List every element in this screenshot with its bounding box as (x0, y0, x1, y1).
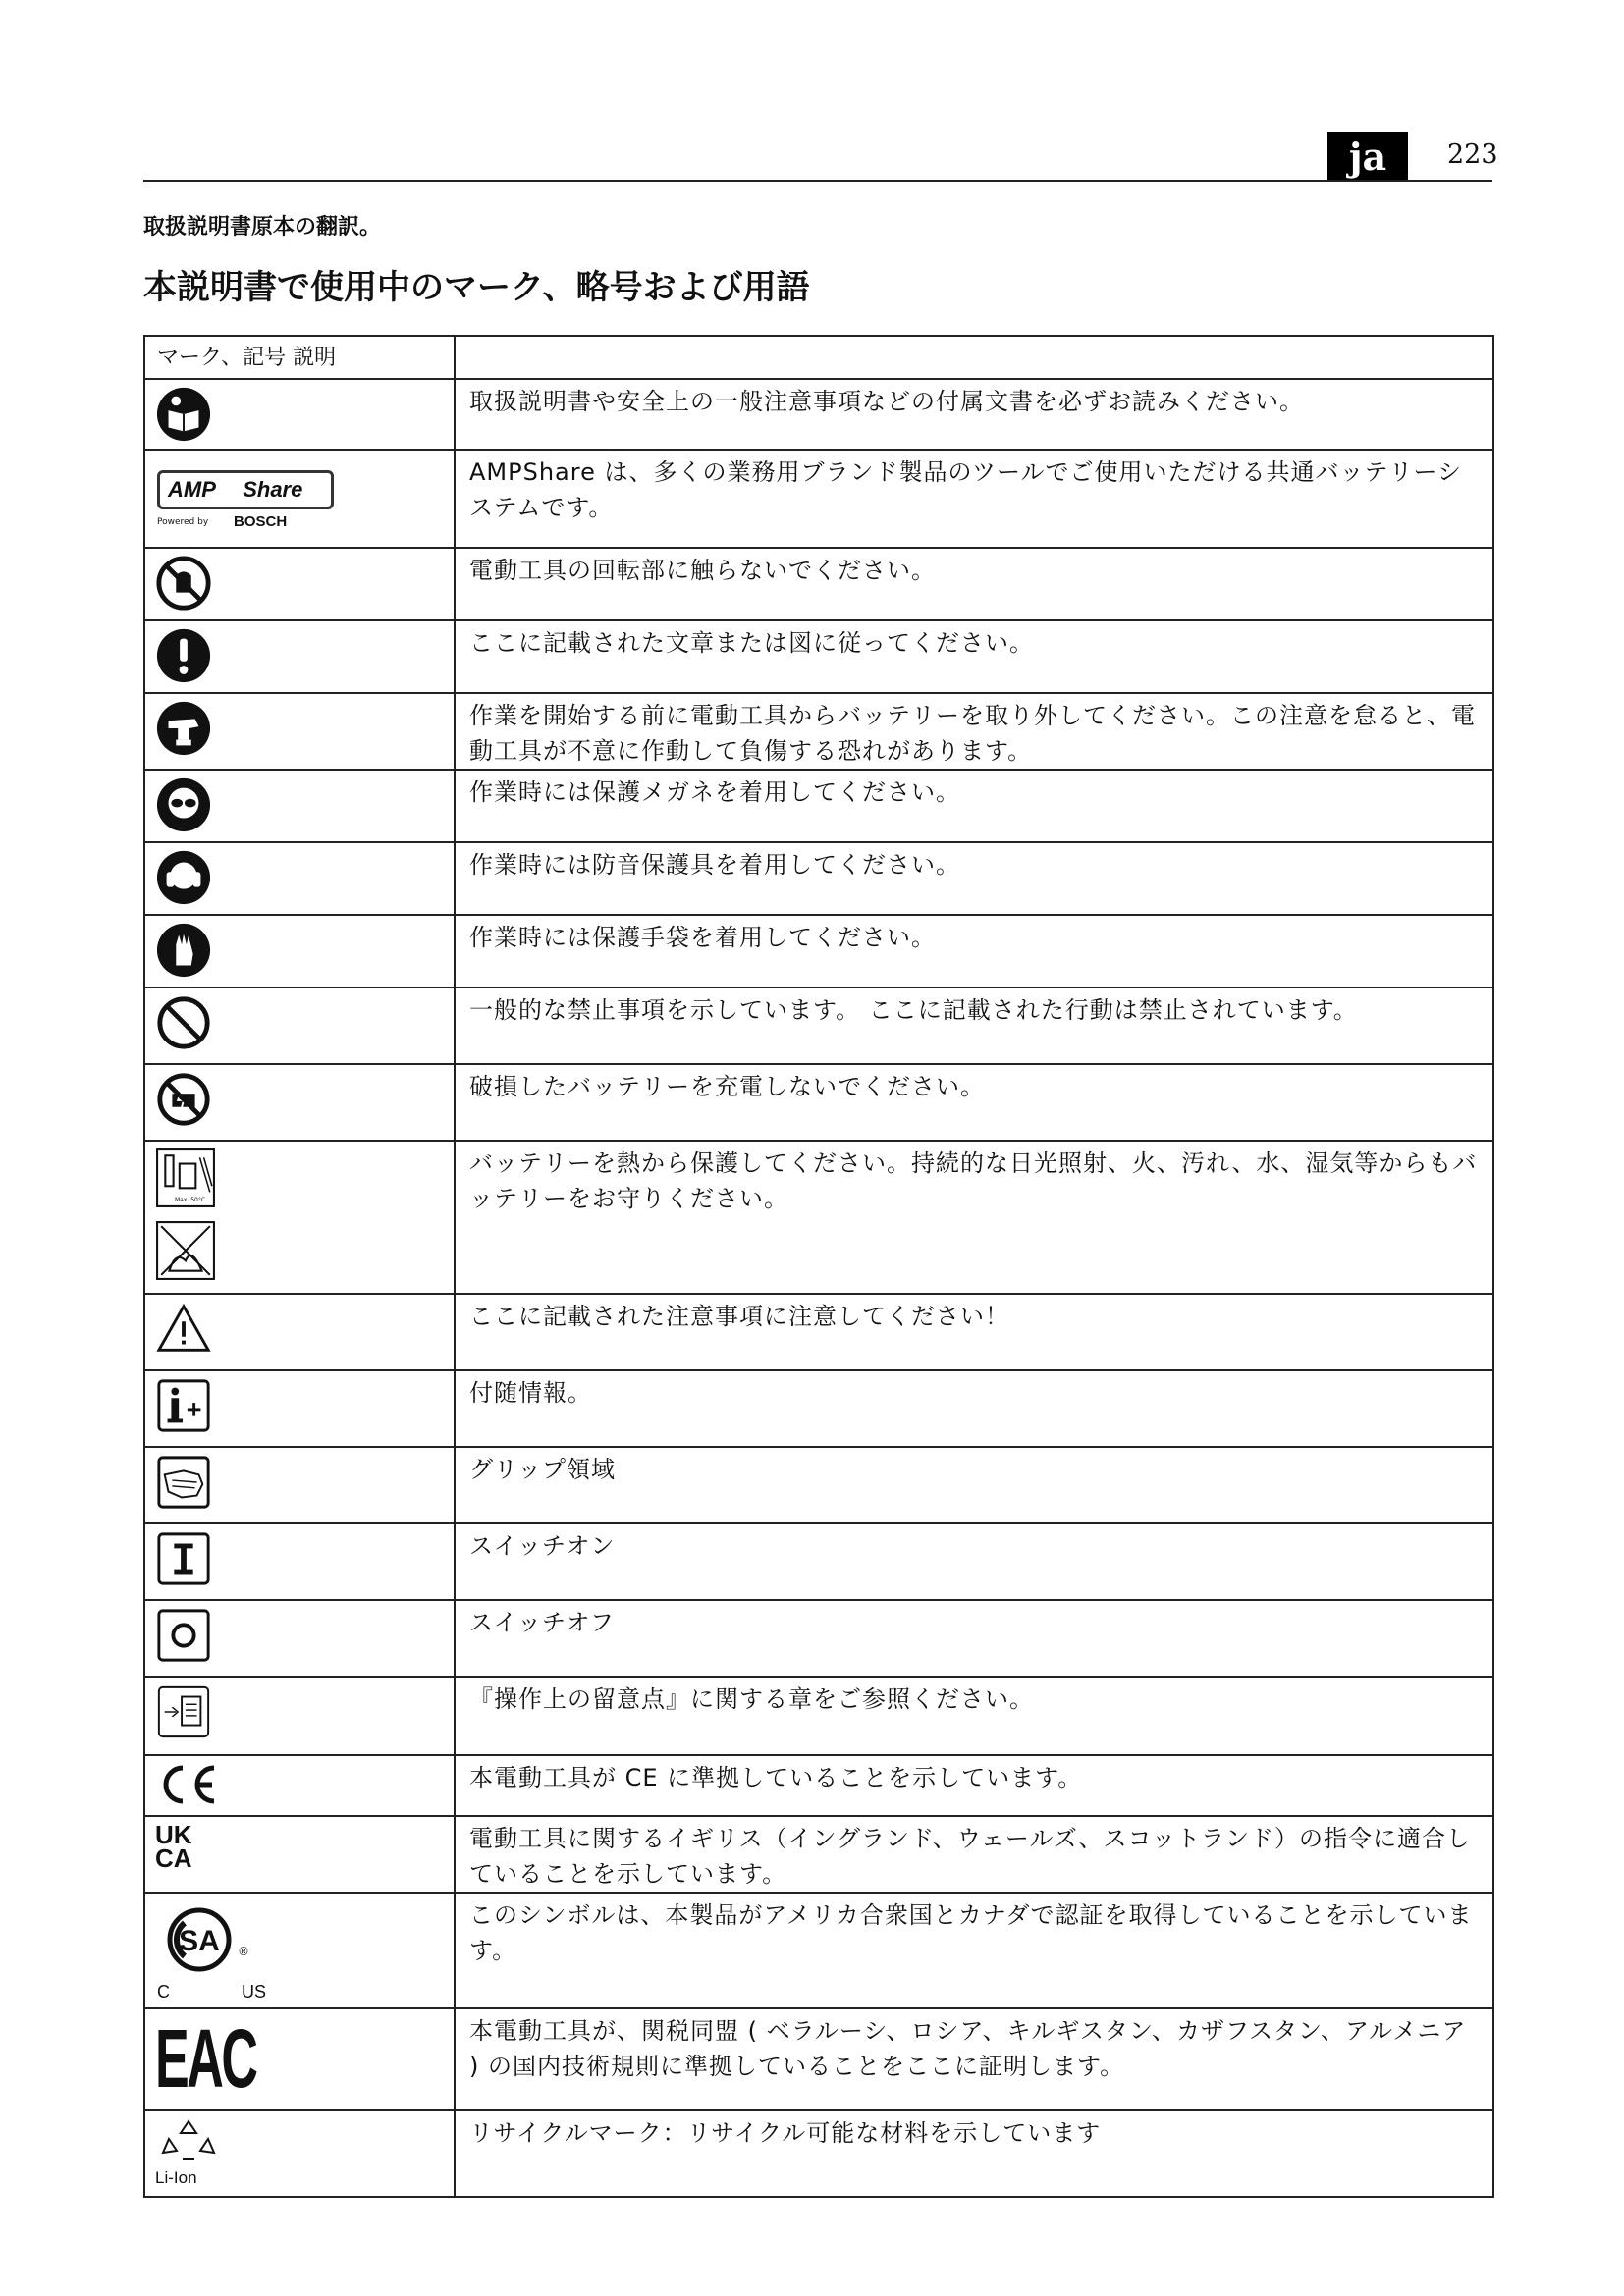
row-description: 付随情報。 (455, 1370, 1493, 1447)
refer-chapter-icon (155, 1683, 212, 1740)
additional-info-icon (155, 1377, 212, 1434)
ukca-mark-icon (155, 1820, 214, 1873)
row-description: ここに記載された文章または図に従ってください。 (455, 620, 1493, 693)
row-description: 取扱説明書や安全上の一般注意事項などの付属文書を必ずお読みください。 (455, 379, 1493, 450)
row-description: ここに記載された注意事項に注意してください！ (455, 1294, 1493, 1370)
csa-registered-mark: ® (238, 1945, 249, 1958)
row-description: 作業時には保護メガネを着用してください。 (455, 770, 1493, 842)
max-temperature-label: Max. 50°C (175, 1197, 206, 1203)
safety-glasses-icon (155, 776, 212, 833)
symbols-table (143, 335, 1494, 2198)
row-description: 本電動工具が、関税同盟 ( ベラルーシ、ロシア、キルギスタン、カザフスタン、アルメニア ) の国内技術規則に準拠していることをここに証明します。 (455, 2008, 1493, 2110)
table-row (144, 770, 1493, 842)
table-row (144, 1064, 1493, 1141)
page-number: 223 (1447, 139, 1498, 170)
symbol-column-header: マーク、記号 説明 (144, 336, 455, 379)
row-description: バッテリーを熱から保護してください。持続的な日光照射、火、汚れ、水、湿気等からもバッテリーをお守りください。 (455, 1141, 1493, 1294)
header-rule (143, 180, 1492, 182)
table-row (144, 1755, 1493, 1816)
ampshare-amp-text: AMP (168, 477, 216, 502)
table-row (144, 1447, 1493, 1523)
ukca-line-1: UK (155, 1820, 192, 1849)
grip-area-icon (155, 1454, 212, 1511)
ukca-line-2: CA (155, 1843, 192, 1873)
table-row (144, 693, 1493, 770)
table-row (144, 450, 1493, 548)
language-code: ja (1348, 133, 1387, 179)
row-description: スイッチオフ (455, 1600, 1493, 1677)
table-row (144, 1677, 1493, 1755)
row-description: 破損したバッテリーを充電しないでください。 (455, 1064, 1493, 1141)
row-description: 一般的な禁止事項を示しています。 ここに記載された行動は禁止されています。 (455, 988, 1493, 1064)
table-row (144, 1600, 1493, 1677)
row-description: 『操作上の留意点』に関する章をご参照ください。 (455, 1677, 1493, 1755)
translation-note: 取扱説明書原本の翻訳。 (143, 215, 382, 240)
row-description: 作業を開始する前に電動工具からバッテリーを取り外してください。この注意を怠ると、電動工具が不意に作動して負傷する恐れがあります。 (455, 693, 1493, 770)
table-row (144, 620, 1493, 693)
ampshare-powered-text: Powered by (157, 517, 209, 527)
table-header-row (144, 336, 1493, 379)
no-touch-rotating-icon (155, 555, 212, 612)
recycle-li-ion-icon (155, 2117, 224, 2190)
row-description: 作業時には防音保護具を着用してください。 (455, 842, 1493, 915)
warning-triangle-icon (155, 1301, 212, 1358)
read-manual-icon (155, 386, 212, 443)
table-row (144, 1816, 1493, 1893)
row-description: 本電動工具が CE に準拠していることを示しています。 (455, 1755, 1493, 1816)
csa-us-label: US (242, 1982, 267, 2002)
row-description: グリップ領域 (455, 1447, 1493, 1523)
table-row (144, 1141, 1493, 1294)
ampshare-share-text: Share (243, 477, 303, 502)
svg-text:SA: SA (179, 1925, 220, 1957)
table-row (144, 1523, 1493, 1600)
csa-c-label: C (157, 1982, 170, 2002)
protect-battery-heat-icon (155, 1148, 224, 1285)
table-row (144, 2008, 1493, 2110)
language-tab (1327, 132, 1408, 181)
table-row (144, 2110, 1493, 2197)
row-description: 電動工具の回転部に触らないでください。 (455, 548, 1493, 620)
remove-battery-icon (155, 700, 212, 757)
li-ion-label: Li-Ion (155, 2168, 197, 2187)
protective-gloves-icon (155, 922, 212, 979)
no-charge-damaged-battery-icon (155, 1071, 212, 1128)
table-row (144, 1893, 1493, 2008)
table-row (144, 548, 1493, 620)
prohibition-icon (155, 994, 212, 1051)
row-description: 電動工具に関するイギリス（イングランド、ウェールズ、スコットランド）の指令に適合していることを示しています。 (455, 1816, 1493, 1893)
ce-mark-icon (155, 1762, 220, 1807)
row-description: 作業時には保護手袋を着用してください。 (455, 915, 1493, 988)
csa-mark-icon (155, 1899, 273, 2002)
row-description: このシンボルは、本製品がアメリカ合衆国とカナダで認証を取得していることを示しています。 (455, 1893, 1493, 2008)
table-row (144, 1370, 1493, 1447)
ampshare-bosch-text: BOSCH (234, 513, 288, 530)
table-row (144, 842, 1493, 915)
section-title: 本説明書で使用中のマーク、略号および用語 (143, 268, 810, 307)
table-row (144, 915, 1493, 988)
eac-mark-icon: EAC (155, 2012, 256, 2105)
row-description: リサイクルマーク：リサイクル可能な材料を示しています (455, 2110, 1493, 2197)
ampshare-logo (155, 456, 332, 539)
table-row (144, 988, 1493, 1064)
table-row (144, 1294, 1493, 1370)
switch-on-icon (155, 1530, 212, 1587)
row-description: スイッチオン (455, 1523, 1493, 1600)
ear-protection-icon (155, 849, 212, 906)
mandatory-exclamation-icon (155, 627, 212, 684)
row-description: AMPShare は、多くの業務用ブランド製品のツールでご使用いただける共通バッテリーシステムです。 (455, 450, 1493, 548)
table-row (144, 379, 1493, 450)
description-column-header (455, 336, 1493, 379)
switch-off-icon (155, 1607, 212, 1664)
